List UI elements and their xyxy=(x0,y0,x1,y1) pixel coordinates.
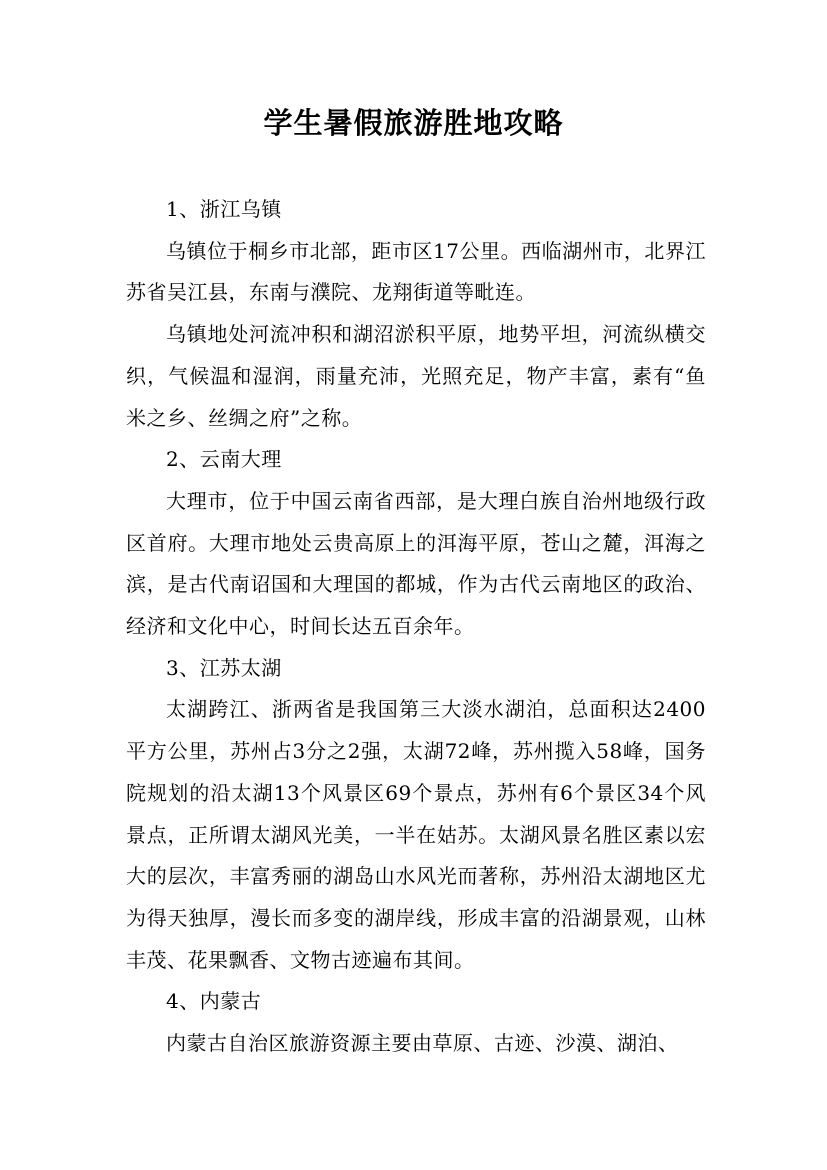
document-title: 学生暑假旅游胜地攻略 xyxy=(263,106,564,140)
paragraph-wuzhen-location: 乌镇位于桐乡市北部，距市区17公里。西临湖州市，北界江苏省吴江县，东南与濮院、龙翔街道等毗连。 xyxy=(126,238,706,305)
paragraph-wuzhen-geography: 乌镇地处河流冲积和湖沼淤积平原，地势平坦，河流纵横交织，气候温和湿润，雨量充沛，光照充足，物产丰富，素有“鱼米之乡、丝绸之府”之称。 xyxy=(126,322,706,430)
paragraph-taihu: 太湖跨江、浙两省是我国第三大淡水湖泊，总面积达2400平方公里，苏州占3分之2强，太湖72峰，苏州揽入58峰，国务院规划的沿太湖13个风景区69个景点，苏州有6个景区34个风景点，正所谓太湖风光美，一半在姑苏。太湖风景名胜区素以宏大的层次，丰富秀丽的湖岛山水风光而著称，苏州沿太湖地区尤为得天独厚，漫长而多变的湖岸线，形成丰富的沿湖景观，山林丰茂、花果飘香、文物古迹遍布其间。 xyxy=(126,697,706,972)
section-heading-wuzhen: 1、浙江乌镇 xyxy=(166,197,282,221)
section-heading-inner-mongolia: 4、内蒙古 xyxy=(166,989,262,1014)
paragraph-dali: 大理市，位于中国云南省西部，是大理白族自治州地级行政区首府。大理市地处云贵高原上的洱海平原，苍山之麓，洱海之滨，是古代南诏国和大理国的都城，作为古代云南地区的政治、经济和文化中心，时间长达五百余年。 xyxy=(126,488,706,639)
document-body xyxy=(126,189,706,1065)
section-heading-dali: 2、云南大理 xyxy=(166,447,282,472)
paragraph-inner-mongolia: 内蒙古自治区旅游资源主要由草原、古迹、沙漠、湖泊、 xyxy=(166,1031,679,1056)
section-heading-taihu: 3、江苏太湖 xyxy=(166,655,282,680)
